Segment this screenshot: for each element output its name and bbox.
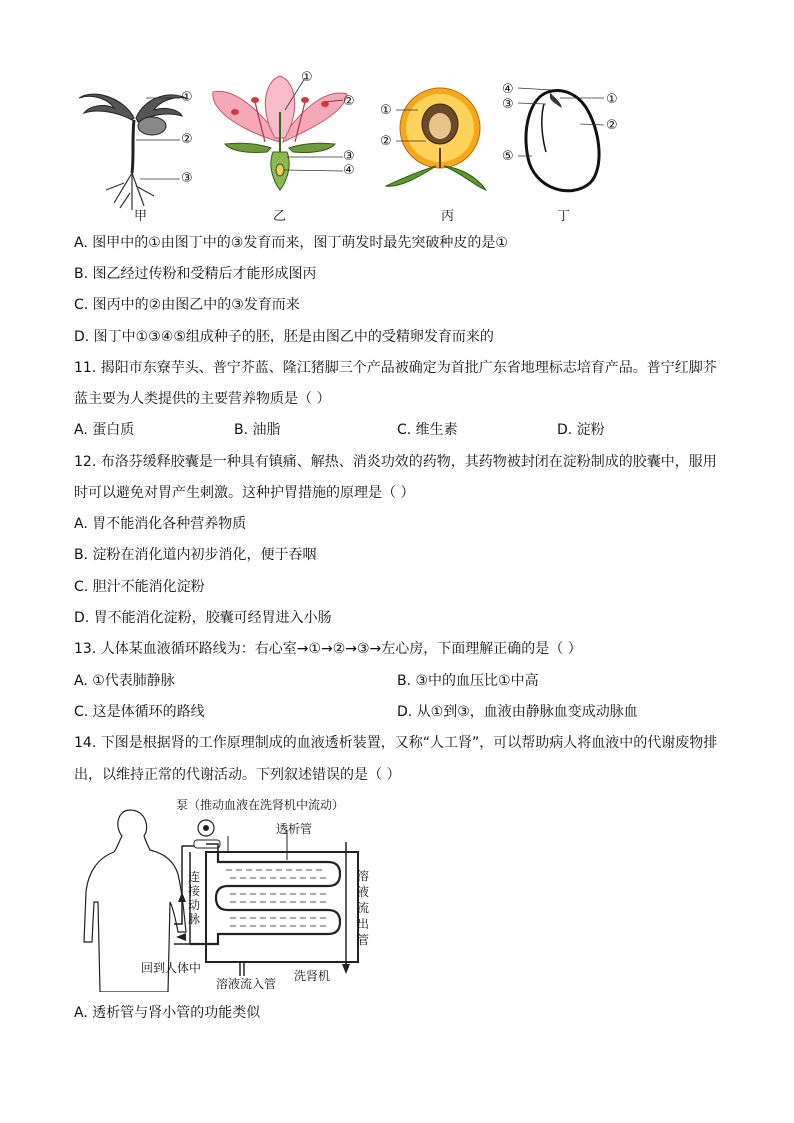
bing-marker-2: ② <box>380 134 392 149</box>
q10-option-c: C. 图丙中的②由图乙中的③发育而来 <box>74 297 300 313</box>
ding-caption: 丁 <box>557 209 571 224</box>
q12-option-d: D. 胃不能消化淀粉，胶囊可经胃进入小肠 <box>74 610 332 626</box>
q13-option-a: A. ①代表肺静脉 <box>74 673 175 689</box>
machine-label: 洗肾机 <box>294 969 331 983</box>
q14-option-a: A. 透析管与肾小管的功能类似 <box>74 1005 261 1021</box>
q14-stem-line1: 14. 下图是根据肾的工作原理制成的血液透析装置，又称“人工肾”，可以帮助病人将血液中的代谢废物排 <box>74 735 718 751</box>
q14-stem-line2: 出，以维持正常的代谢活动。下列叙述错误的是（ ） <box>74 767 401 783</box>
ding-marker-2: ② <box>606 118 618 133</box>
yi-marker-2: ② <box>343 94 355 109</box>
q12-option-a: A. 胃不能消化各种营养物质 <box>74 516 247 532</box>
artery-label: 连接动脉 <box>188 870 201 926</box>
q11-option-d: D. 淀粉 <box>557 422 605 438</box>
bing-marker-1: ① <box>380 103 392 118</box>
q10-option-b: B. 图乙经过传粉和受精后才能形成图丙 <box>74 266 317 282</box>
q10-option-d: D. 图丁中①③④⑤组成种子的胚，胚是由图乙中的受精卵发育而来的 <box>74 329 494 345</box>
jia-marker-1: ① <box>181 90 193 105</box>
dialysis-diagram <box>78 792 378 992</box>
q12-option-c: C. 胆汁不能消化淀粉 <box>74 579 205 595</box>
inflow-label: 溶液流入管 <box>216 977 277 991</box>
q12-stem-line2: 时可以避免对胃产生刺激。这种护胃措施的原理是（ ） <box>74 485 415 501</box>
q13-option-c: C. 这是体循环的路线 <box>74 704 205 720</box>
bing-caption: 丙 <box>441 209 455 224</box>
figure-bing-fruit <box>378 78 493 196</box>
yi-caption: 乙 <box>273 209 287 224</box>
ding-marker-3: ③ <box>502 97 514 112</box>
jia-marker-3: ③ <box>181 171 193 186</box>
q13-option-d: D. 从①到③，血液由静脉血变成动脉血 <box>397 704 638 720</box>
outflow-label: 溶液流出管 <box>357 869 370 947</box>
q11-option-c: C. 维生素 <box>397 422 458 438</box>
q11-stem-line1: 11. 揭阳市东寮芋头、普宁芥蓝、隆江猪脚三个产品被确定为首批广东省地理标志培育产品。普宁红脚芥 <box>74 360 717 376</box>
jia-caption: 甲 <box>134 209 148 224</box>
ding-marker-5: ⑤ <box>502 149 514 164</box>
q12-stem-line1: 12. 布洛芬缓释胶囊是一种具有镇痛、解热、消炎功效的药物，其药物被封闭在淀粉制成的胶囊中，服用 <box>74 454 717 470</box>
ding-marker-1: ① <box>606 92 618 107</box>
return-label: 回到人体中 <box>141 961 202 975</box>
q10-option-a: A. 图甲中的①由图丁中的③发育而来，图丁萌发时最先突破种皮的是① <box>74 235 508 251</box>
dialysis-tube-label: 透析管 <box>276 822 313 836</box>
q11-stem-line2: 蓝主要为人类提供的主要营养物质是（ ） <box>74 391 331 407</box>
q11-option-b: B. 油脂 <box>234 422 281 438</box>
pump-label: 泵（推动血液在洗肾机中流动） <box>176 798 345 812</box>
q12-option-b: B. 淀粉在消化道内初步消化，便于吞咽 <box>74 547 317 563</box>
yi-marker-4: ④ <box>343 163 355 178</box>
q11-option-a: A. 蛋白质 <box>74 422 135 438</box>
figure-yi-flower <box>205 72 355 197</box>
q13-stem: 13. 人体某血液循环路线为：右心室→①→②→③→左心房，下面理解正确的是（ ） <box>74 641 582 657</box>
yi-marker-3: ③ <box>343 149 355 164</box>
ding-marker-4: ④ <box>502 82 514 97</box>
jia-marker-2: ② <box>181 132 193 147</box>
q13-option-b: B. ③中的血压比①中高 <box>397 673 539 689</box>
yi-marker-1: ① <box>301 70 313 85</box>
